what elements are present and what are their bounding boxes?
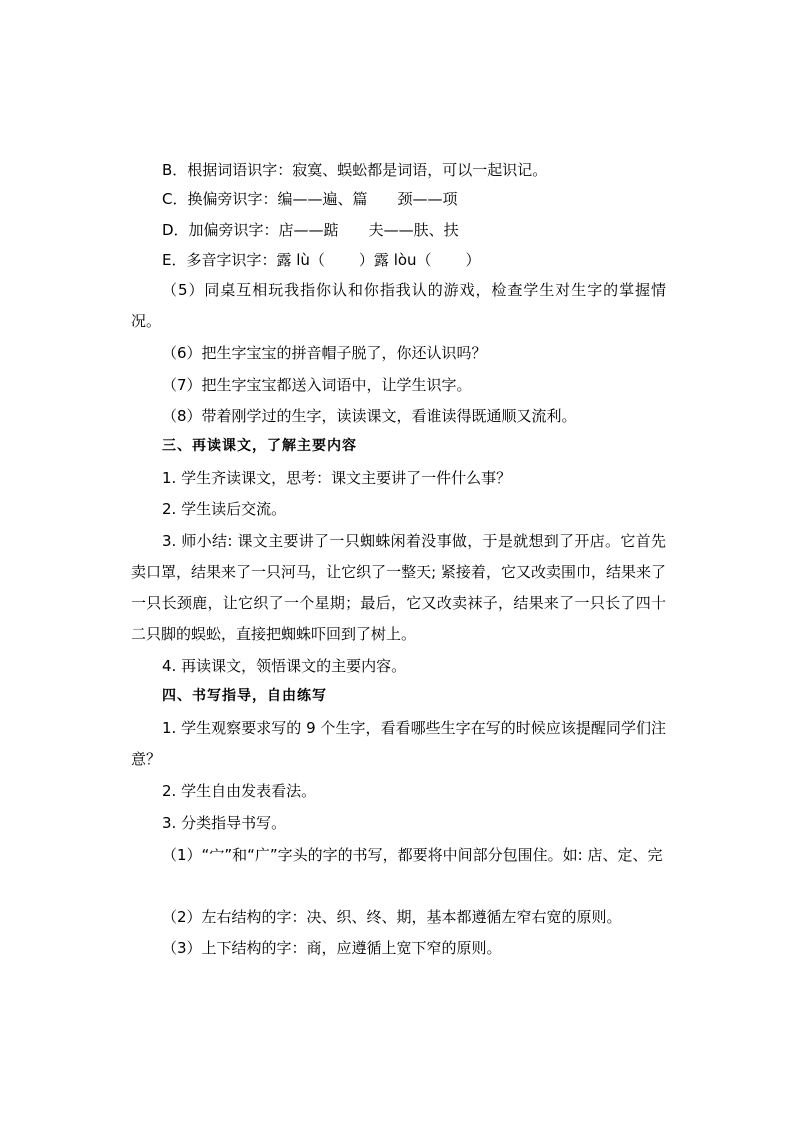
writing-rule-3: （3）上下结构的字：商，应遵循上宽下窄的原则。 bbox=[162, 939, 502, 957]
section3-item-4: 4. 再读课文，领悟课文的主要内容。 bbox=[162, 657, 407, 675]
method-c-part2: 颈——项 bbox=[397, 190, 458, 208]
section3-item-3: 3. 师小结: 课文主要讲了一只蜘蛛闲着没事做，于是就想到了开店。它首先卖口罩，结果来了一只河马，让它织了一整天; 紧接着，它又改卖围巾，结果来了一只长颈鹿，让它织了一个星期；最后，它又改卖袜子，结果来了一只长了四十二只脚的蜈蚣，直接把蜘蛛吓回到了树上。 bbox=[131, 532, 666, 643]
method-d-part2: 夫——肤、扶 bbox=[368, 221, 459, 239]
method-e-part1: E．多音字识字：露 lù（ bbox=[162, 251, 325, 269]
paragraph-5: （5）同桌互相玩我指你认和你指我认的游戏，检查学生对生字的掌握情况。 bbox=[131, 281, 666, 330]
section4-item-1: 1. 学生观察要求写的 9 个生字，看看哪些生字在写的时候应该提醒同学们注意？ bbox=[131, 719, 666, 768]
writing-rule-2: （2）左右结构的字：决、织、终、期，基本都遵循左窄右宽的原则。 bbox=[162, 908, 622, 926]
section3-item-2: 2. 学生读后交流。 bbox=[162, 500, 287, 518]
method-e-part3: ） bbox=[465, 251, 481, 269]
section-heading-4: 四、书写指导，自由练写 bbox=[162, 688, 327, 704]
section4-item-2: 2. 学生自由发表看法。 bbox=[162, 782, 317, 800]
method-b: B．根据词语识字：寂寞、蜈蚣都是词语，可以一起识记。 bbox=[162, 161, 548, 179]
section3-item-1: 1. 学生齐读课文，思考：课文主要讲了一件什么事？ bbox=[162, 469, 512, 487]
method-d bbox=[162, 219, 459, 241]
writing-rule-1: （1）“宀”和“广”字头的字的书写，都要将中间部分包围住。如: 店、定、完 bbox=[162, 846, 663, 864]
paragraph-6: （6）把生字宝宝的拼音帽子脱了，你还认识吗？ bbox=[162, 344, 487, 362]
section-heading-3: 三、再读课文，了解主要内容 bbox=[162, 438, 357, 454]
method-e-part2: ）露 lòu（ bbox=[358, 251, 432, 269]
paragraph-8: （8）带着刚学过的生字，读读课文，看谁读得既通顺又流利。 bbox=[162, 407, 577, 425]
method-c-part1: C．换偏旁识字：编——遍、篇 bbox=[162, 190, 368, 208]
method-e bbox=[162, 249, 481, 271]
method-d-part1: D．加偏旁识字：店——踮 bbox=[162, 221, 339, 239]
method-c bbox=[162, 188, 458, 210]
section4-item-3: 3. 分类指导书写。 bbox=[162, 814, 287, 832]
paragraph-7: （7）把生字宝宝都送入词语中，让学生识字。 bbox=[162, 376, 472, 394]
